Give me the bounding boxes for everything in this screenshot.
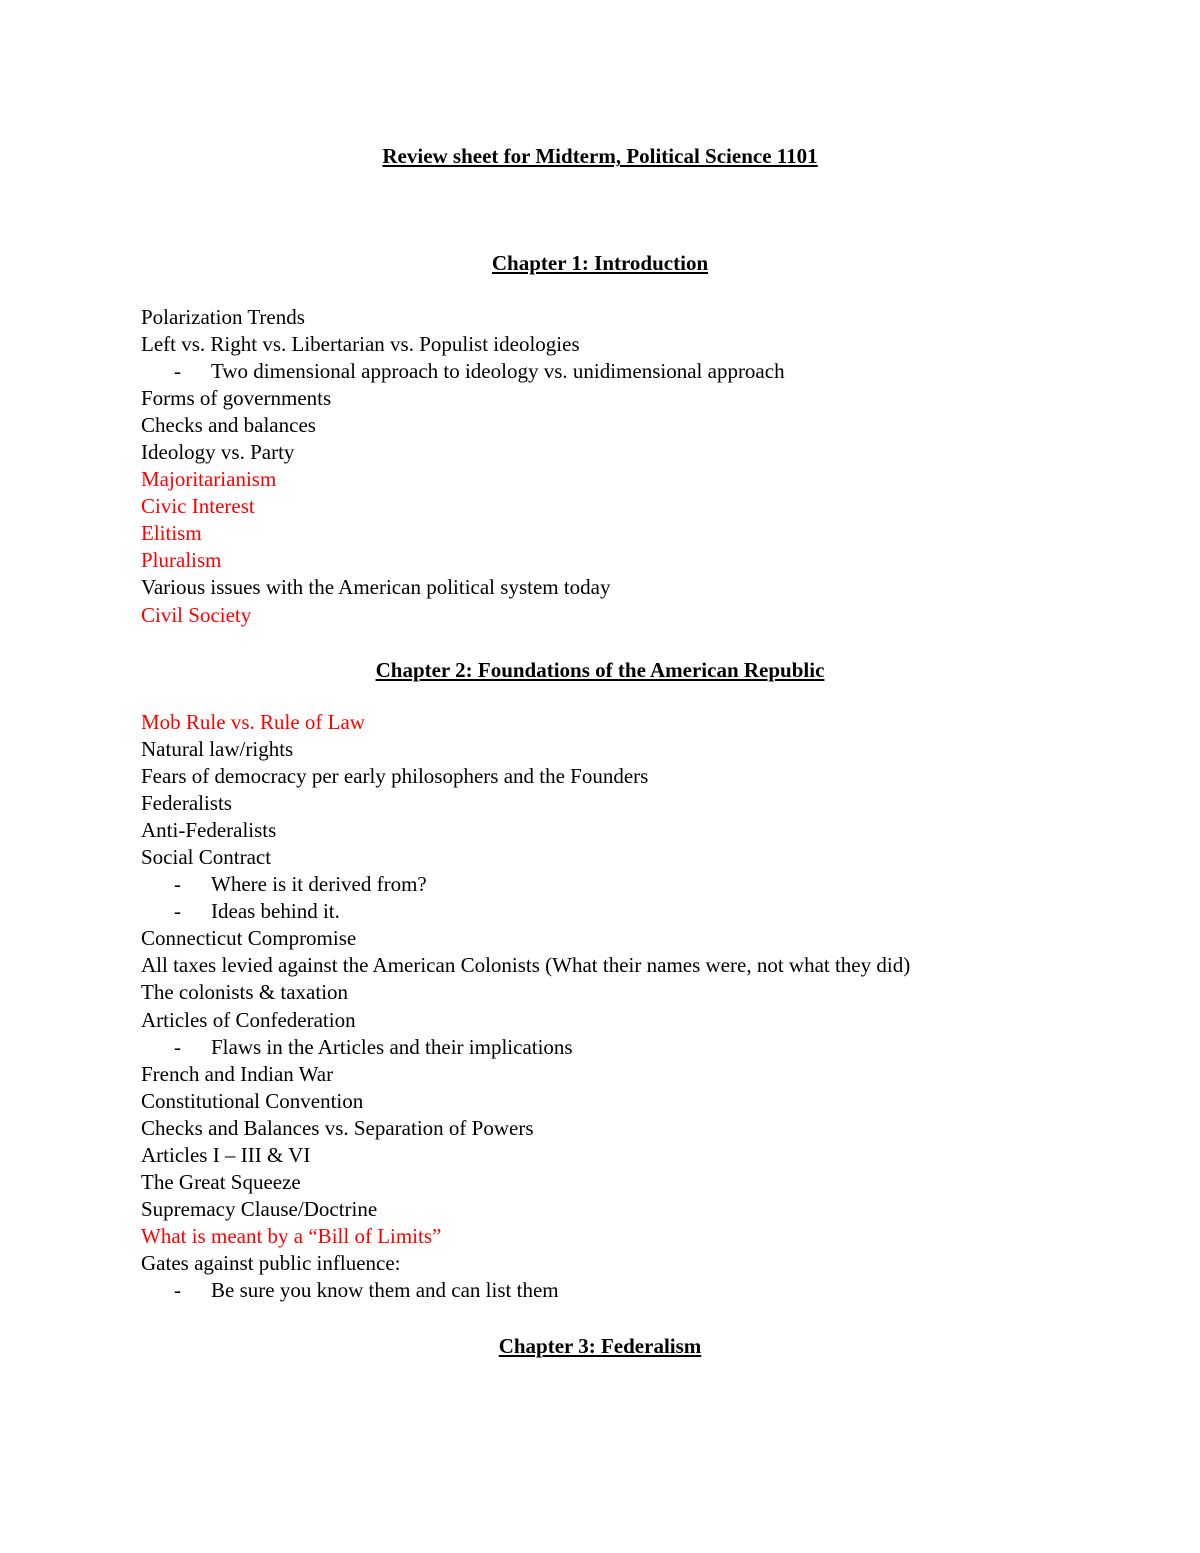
chapter-2-heading: Chapter 2: Foundations of the American Republic: [375, 658, 825, 682]
sub-topic-item: [141, 871, 1141, 898]
topic-text: Gates against public influence:: [141, 1250, 401, 1275]
topic-item: [141, 1115, 1141, 1142]
chapter-3-heading: Chapter 3: Federalism: [498, 1334, 702, 1358]
topic-item: [141, 1250, 1141, 1277]
topic-item: [141, 1196, 1141, 1223]
topic-text: The colonists & taxation: [141, 980, 349, 1005]
topic-text: What is meant by a “Bill of Limits”: [141, 1223, 442, 1248]
topic-text: Checks and balances: [141, 413, 316, 438]
topic-text: Natural law/rights: [141, 737, 294, 762]
topic-text: Articles of Confederation: [141, 1007, 356, 1032]
topic-item: [141, 304, 1141, 331]
topic-text: Elitism: [141, 521, 202, 546]
sub-topic-item: [141, 358, 1141, 385]
topic-item: [141, 709, 1141, 736]
topic-text: Be sure you know them and can list them: [211, 1277, 559, 1302]
dash-bullet: -: [174, 899, 181, 924]
topic-item: [141, 790, 1141, 817]
topic-text: Mob Rule vs. Rule of Law: [141, 710, 365, 734]
topic-text: Articles I – III & VI: [141, 1142, 311, 1167]
topic-item: [141, 736, 1141, 763]
topic-item: [141, 925, 1141, 952]
topic-item: [141, 844, 1141, 871]
topic-item: [141, 331, 1141, 358]
dash-bullet: -: [174, 872, 181, 897]
topic-text: Left vs. Right vs. Libertarian vs. Populist ideologies: [141, 332, 580, 357]
topic-item: [141, 1169, 1141, 1196]
topic-item: [141, 493, 1141, 520]
topic-text: Constitutional Convention: [141, 1088, 364, 1113]
topic-item: [141, 1142, 1141, 1169]
topic-text: Civil Society: [141, 602, 252, 627]
topic-text: Two dimensional approach to ideology vs. unidimensional approach: [211, 359, 785, 384]
topic-text: Majoritarianism: [141, 467, 277, 492]
topic-item: [141, 602, 1141, 629]
sub-topic-item: [141, 1277, 1141, 1304]
topic-item: [141, 817, 1141, 844]
topic-text: Where is it derived from?: [211, 872, 427, 897]
topic-text: The Great Squeeze: [141, 1169, 301, 1194]
topic-item: [141, 385, 1141, 412]
topic-text: Civic Interest: [141, 494, 255, 519]
chapter-1-topic-list: [141, 304, 1141, 629]
topic-text: French and Indian War: [141, 1061, 334, 1086]
topic-text: Social Contract: [141, 845, 272, 870]
topic-text: Pluralism: [141, 548, 222, 573]
topic-text: Ideology vs. Party: [141, 440, 295, 465]
topic-item: [141, 574, 1141, 601]
topic-item: [141, 466, 1141, 493]
topic-text: Flaws in the Articles and their implications: [211, 1034, 573, 1059]
dash-bullet: -: [174, 359, 181, 384]
topic-text: Federalists: [141, 791, 232, 816]
topic-item: [141, 952, 1141, 979]
document-title: Review sheet for Midterm, Political Science 1101: [382, 144, 818, 168]
topic-item: [141, 763, 1141, 790]
topic-text: All taxes levied against the American Colonists (What their names were, not what they did): [141, 953, 911, 978]
topic-item: [141, 1007, 1141, 1034]
topic-text: Polarization Trends: [141, 305, 305, 329]
chapter-2-topic-list: [141, 709, 1141, 1304]
topic-item: [141, 412, 1141, 439]
dash-bullet: -: [174, 1034, 181, 1059]
topic-item: [141, 979, 1141, 1006]
topic-item: [141, 1088, 1141, 1115]
topic-item: [141, 1061, 1141, 1088]
topic-item: [141, 547, 1141, 574]
topic-text: Supremacy Clause/Doctrine: [141, 1196, 378, 1221]
topic-text: Forms of governments: [141, 386, 332, 411]
dash-bullet: -: [174, 1277, 181, 1302]
topic-text: Checks and Balances vs. Separation of Powers: [141, 1115, 534, 1140]
topic-item: [141, 439, 1141, 466]
topic-text: Various issues with the American political system today: [141, 575, 611, 600]
topic-text: Fears of democracy per early philosophers and the Founders: [141, 764, 649, 789]
topic-item: [141, 520, 1141, 547]
chapter-1-heading: Chapter 1: Introduction: [491, 251, 709, 275]
topic-text: Connecticut Compromise: [141, 926, 357, 951]
sub-topic-item: [141, 1034, 1141, 1061]
topic-text: Ideas behind it.: [211, 899, 340, 924]
topic-item: [141, 1223, 1141, 1250]
topic-text: Anti-Federalists: [141, 818, 277, 843]
sub-topic-item: [141, 898, 1141, 925]
